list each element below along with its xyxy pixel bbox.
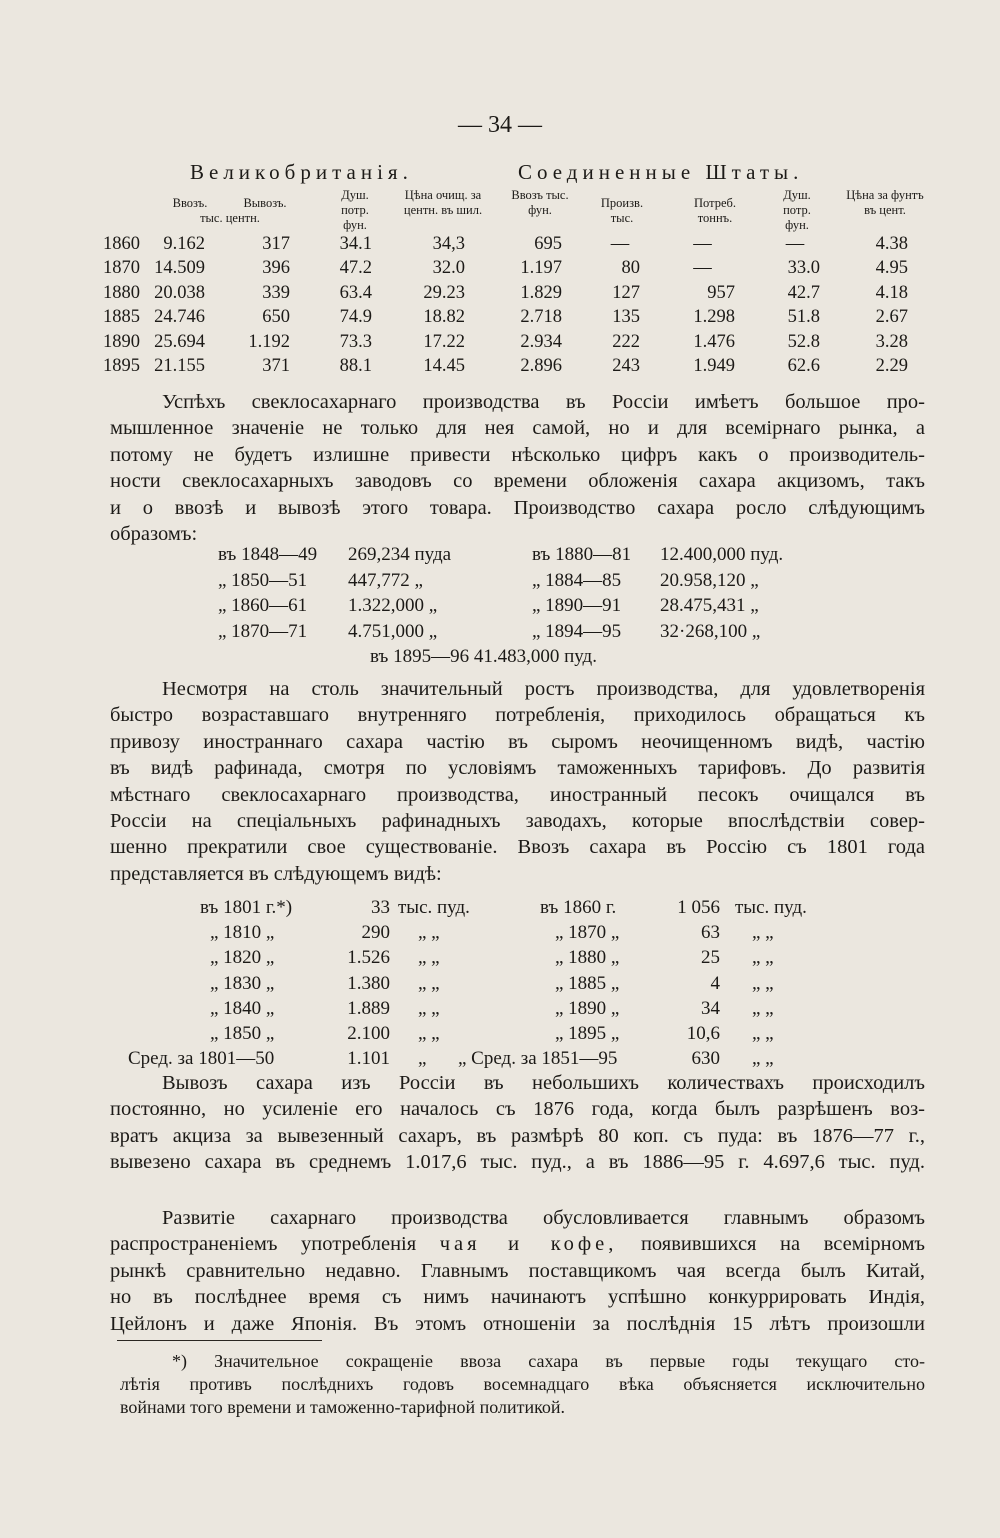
table-cell: 371 <box>262 356 290 376</box>
production-period: въ 1880—81 <box>532 544 632 565</box>
imports-period: „ 1850 „ <box>210 1023 275 1044</box>
table-cell: 74.9 <box>339 307 372 328</box>
text-line: образомъ: <box>110 523 198 546</box>
imports-unit: „ „ <box>752 1048 774 1070</box>
production-period: въ 1848—49 <box>218 544 318 565</box>
table-cell: 2.29 <box>875 356 908 376</box>
table-cell: 34,3 <box>432 234 465 254</box>
text-line: вратъ акциза за вывезенный сахаръ, въ размѣрѣ 80 коп. съ пуда: въ 1876—77 г., <box>110 1124 925 1147</box>
production-period: „ 1850—51 <box>218 569 308 591</box>
imports-period: „ 1840 „ <box>210 997 275 1019</box>
table-cell: 1.192 <box>248 331 290 352</box>
imports-value: 34 <box>701 997 720 1019</box>
imports-unit: „ „ <box>752 1023 774 1044</box>
table-cell: 1.298 <box>693 307 735 328</box>
table-cell: 650 <box>262 307 290 328</box>
imports-period: въ 1801 г.*) <box>200 897 293 918</box>
text-line: мѣстнаго свеклосахарнаго производства, иностранный песокъ очищался въ <box>110 783 925 806</box>
imports-unit: „ „ <box>752 972 774 994</box>
table-cell: 80 <box>621 258 640 279</box>
page-number: — 34 — <box>458 112 542 138</box>
text-line: мышленное значеніе не только для нея самой, но и для всемірнаго рынка, а <box>110 417 925 440</box>
col-header-uk-percap: Душ. потр. фун. <box>341 188 369 232</box>
imports-value: 63 <box>701 922 720 944</box>
col-header-us-consumption: Потреб. тоннъ. <box>693 196 736 225</box>
imports-value: 1.380 <box>347 972 390 994</box>
imports-value: 1 056 <box>677 897 720 918</box>
imports-value: 1.889 <box>347 997 390 1019</box>
table-row-year: 1885 <box>103 307 140 328</box>
production-period: „ 1860—61 <box>218 595 308 616</box>
production-value: 447,772 „ <box>348 569 423 591</box>
imports-period: „ 1870 „ <box>555 922 620 944</box>
imports-value: 4 <box>710 972 720 994</box>
paragraph-tea-coffee <box>110 1205 925 1337</box>
table-cell: 2.934 <box>520 331 562 352</box>
imports-period: въ 1860 г. <box>540 897 617 918</box>
imports-value: 1.526 <box>347 947 390 969</box>
imports-period: „ 1820 „ <box>210 947 275 969</box>
production-value: 28.475,431 „ <box>660 595 759 616</box>
table-cell: 1.829 <box>520 282 562 303</box>
table-cell: 18.82 <box>423 307 465 328</box>
text-line: Несмотря на столь значительный ростъ производства, для удовлетворенія <box>162 678 925 700</box>
text-line: рынкѣ сравнительно недавно. Главнымъ поставщикомъ чая всегда былъ Китай, <box>110 1259 925 1282</box>
imports-period: „ 1885 „ <box>555 972 620 994</box>
us-title: Соединенные Штаты. <box>518 160 804 184</box>
imports-period: Сред. за 1801—50 <box>128 1048 275 1070</box>
imports-value: 10,6 <box>686 1023 720 1044</box>
table-row-year: 1880 <box>103 282 140 303</box>
imports-unit: „ „ <box>752 997 774 1019</box>
imports-value: 630 <box>691 1048 720 1070</box>
text-line <box>110 1231 925 1257</box>
text-line: представляется въ слѣдующемъ видѣ: <box>110 862 442 885</box>
text-line: вывезено сахара въ среднемъ 1.017,6 тыс. пуд., а въ 1886—95 г. 4.697,6 тыс. пуд. <box>110 1151 925 1174</box>
col-header-us-import: Ввозъ тыс. фун. <box>511 188 569 217</box>
table-cell: 4.38 <box>875 234 908 254</box>
table-cell: 1.476 <box>693 331 735 352</box>
text-line: привозу иностраннаго сахара частію въ сыромъ неочищенномъ видѣ, частію <box>110 730 925 753</box>
col-header-us-price: Цѣна за фунтъ въ цент. <box>846 188 924 217</box>
table-cell: 2.896 <box>520 356 562 376</box>
footnote-divider <box>117 1340 322 1341</box>
imports-period: „ 1830 „ <box>210 972 275 994</box>
table-cell: 51.8 <box>787 307 820 328</box>
uk-title: Великобританія. <box>190 160 413 184</box>
imports-value: 25 <box>701 947 720 969</box>
text-fragment: появившихся на всемірномъ <box>640 1233 926 1256</box>
col-header-uk-units: тыс. центн. <box>200 211 260 225</box>
text-line: Вывозъ сахара изъ Россіи въ небольшихъ количествахъ происходилъ <box>162 1072 925 1094</box>
table-cell: 63.4 <box>339 282 372 303</box>
table-cell: 222 <box>612 331 640 352</box>
col-header-us-percap: Душ. потр. фун. <box>783 188 811 232</box>
production-value: 32·268,100 „ <box>660 620 761 642</box>
imports-unit: „ „ <box>418 1023 440 1044</box>
imports-period: „ 1880 „ <box>555 947 620 969</box>
production-last-row: въ 1895—96 41.483,000 пуд. <box>370 646 597 667</box>
table-cell: 135 <box>612 307 640 328</box>
table-cell: — <box>785 234 805 254</box>
production-value: 269,234 пуда <box>348 544 452 565</box>
table-cell: 2.67 <box>875 307 908 328</box>
imports-unit: „ „ <box>418 997 440 1019</box>
table-cell: 42.7 <box>787 282 820 303</box>
table-cell: — <box>693 234 712 254</box>
table-cell: 2.718 <box>520 307 562 328</box>
table-cell: 33.0 <box>787 258 820 279</box>
table-cell: 1.197 <box>520 258 562 279</box>
text-line: постоянно, но усиленіе его началось съ 1876 года, когда былъ разрѣшенъ воз- <box>110 1098 925 1121</box>
table-cell: 34.1 <box>339 234 372 254</box>
footnote-line: лѣтія противъ послѣднихъ годовъ восемнадцаго вѣка объясняется исключительно <box>120 1374 925 1394</box>
table-cell: 88.1 <box>339 356 372 376</box>
production-period: „ 1894—95 <box>532 620 622 642</box>
table-cell: 127 <box>612 282 640 303</box>
table-cell: 243 <box>612 356 640 376</box>
table-cell: 62.6 <box>787 356 820 376</box>
table-cell: 4.95 <box>875 258 908 279</box>
table-row-year: 1860 <box>103 234 140 254</box>
paragraph-imports-intro <box>110 676 925 887</box>
text-line: Успѣхъ свеклосахарнаго производства въ Россіи имѣетъ большое про- <box>162 391 925 413</box>
table-row-year: 1895 <box>103 356 140 376</box>
table-row-year: 1870 <box>103 258 140 279</box>
table-row-year: 1890 <box>103 331 140 352</box>
production-period: „ 1884—85 <box>532 569 622 591</box>
col-header-uk-price: Цѣна очищ. за центн. въ шил. <box>403 188 483 217</box>
production-value: 12.400,000 пуд. <box>660 544 784 565</box>
production-period: „ 1890—91 <box>532 595 622 616</box>
text-line: шенно прекратили свое существованіе. Ввозъ сахара въ Россію съ 1801 года <box>110 836 925 859</box>
text-line: но въ послѣднее время съ нимъ начинаютъ успѣшно конкуррировать Индія, <box>110 1286 925 1309</box>
paragraph-production-intro <box>110 389 925 547</box>
production-value: 20.958,120 „ <box>660 569 759 591</box>
imports-period: „ Сред. за 1851—95 <box>458 1048 618 1070</box>
table-cell: 4.18 <box>875 282 908 303</box>
table-cell: 29.23 <box>423 282 465 303</box>
footnote-line: *) Значительное сокращеніе ввоза сахара въ первые годы текущаго сто- <box>172 1351 925 1371</box>
imports-unit: „ <box>418 1048 427 1070</box>
text-line: ности свеклосахарныхъ заводовъ со времени обложенія сахара акцизомъ, такъ <box>110 470 925 493</box>
table-cell: 73.3 <box>339 331 372 352</box>
imports-value: 2.100 <box>347 1023 390 1044</box>
table-cell: 21.155 <box>154 356 205 376</box>
production-value: 4.751,000 „ <box>348 620 438 642</box>
table-cell: 24.746 <box>154 307 205 328</box>
imports-unit: тыс. пуд. <box>735 897 807 918</box>
table-cell: 396 <box>262 258 290 279</box>
production-value: 1.322,000 „ <box>348 595 438 616</box>
table-cell: — <box>610 234 630 254</box>
table-cell: 957 <box>707 282 735 303</box>
imports-unit: „ „ <box>418 947 440 969</box>
table-cell: 3.28 <box>875 331 908 352</box>
imports-unit: „ „ <box>752 947 774 969</box>
text-line: Развитіе сахарнаго производства обусловливается главнымъ образомъ <box>162 1207 925 1229</box>
production-period: „ 1870—71 <box>218 620 308 642</box>
emphasized-text: чая и кофе, <box>439 1233 618 1256</box>
table-cell: 25.694 <box>154 331 205 352</box>
table-cell: 339 <box>262 282 290 303</box>
table-cell: 14.45 <box>423 356 465 376</box>
col-header-us-production: Произв. тыс. <box>600 196 644 225</box>
text-fragment: распространеніемъ употребленія <box>110 1233 417 1256</box>
imports-value: 1.101 <box>347 1048 390 1070</box>
imports-period: „ 1895 „ <box>555 1023 620 1044</box>
table-cell: 317 <box>262 234 290 254</box>
imports-period: „ 1890 „ <box>555 997 620 1019</box>
table-cell: 9.162 <box>163 234 205 254</box>
table-cell: 695 <box>534 234 562 254</box>
table-cell: — <box>693 258 712 279</box>
table-cell: 1.949 <box>693 356 735 376</box>
text-line: быстро возраставшаго внутренняго потребленія, приходилось обращаться къ <box>110 704 925 727</box>
imports-unit: „ „ <box>418 972 440 994</box>
imports-period: „ 1810 „ <box>210 922 275 944</box>
table-cell: 52.8 <box>787 331 820 352</box>
footnote <box>120 1350 925 1419</box>
col-header-uk-export: Вывозъ. <box>243 196 287 210</box>
table-cell: 47.2 <box>339 258 372 279</box>
paragraph-exports <box>110 1070 925 1176</box>
imports-unit: „ „ <box>418 922 440 944</box>
imports-value: 290 <box>361 922 390 944</box>
text-line: въ видѣ рафинада, смотря по условіямъ таможенныхъ тарифовъ. До развитія <box>110 757 925 780</box>
text-line: Россіи на спеціальныхъ рафинадныхъ заводахъ, которые впослѣдствіи совер- <box>110 810 925 833</box>
table-cell: 14.509 <box>154 258 205 279</box>
table-cell: 17.22 <box>423 331 465 352</box>
imports-unit: „ „ <box>752 922 774 944</box>
table-cell: 20.038 <box>154 282 205 303</box>
text-line: потому не будетъ излишне привести нѣсколько цифръ какъ о производитель- <box>110 443 925 466</box>
col-header-uk-import: Ввозъ. <box>172 196 208 210</box>
footnote-line: войнами того времени и таможенно-тарифной политикой. <box>120 1397 566 1417</box>
table-cell: 32.0 <box>432 258 465 279</box>
imports-value: 33 <box>371 897 390 918</box>
imports-unit: тыс. пуд. <box>398 897 470 918</box>
text-line: и о ввозѣ и вывозѣ этого товара. Производство сахара росло слѣдующимъ <box>110 496 925 519</box>
text-line: Цейлонъ и даже Японія. Въ этомъ отношеніи за послѣднія 15 лѣтъ произошли <box>110 1312 925 1335</box>
